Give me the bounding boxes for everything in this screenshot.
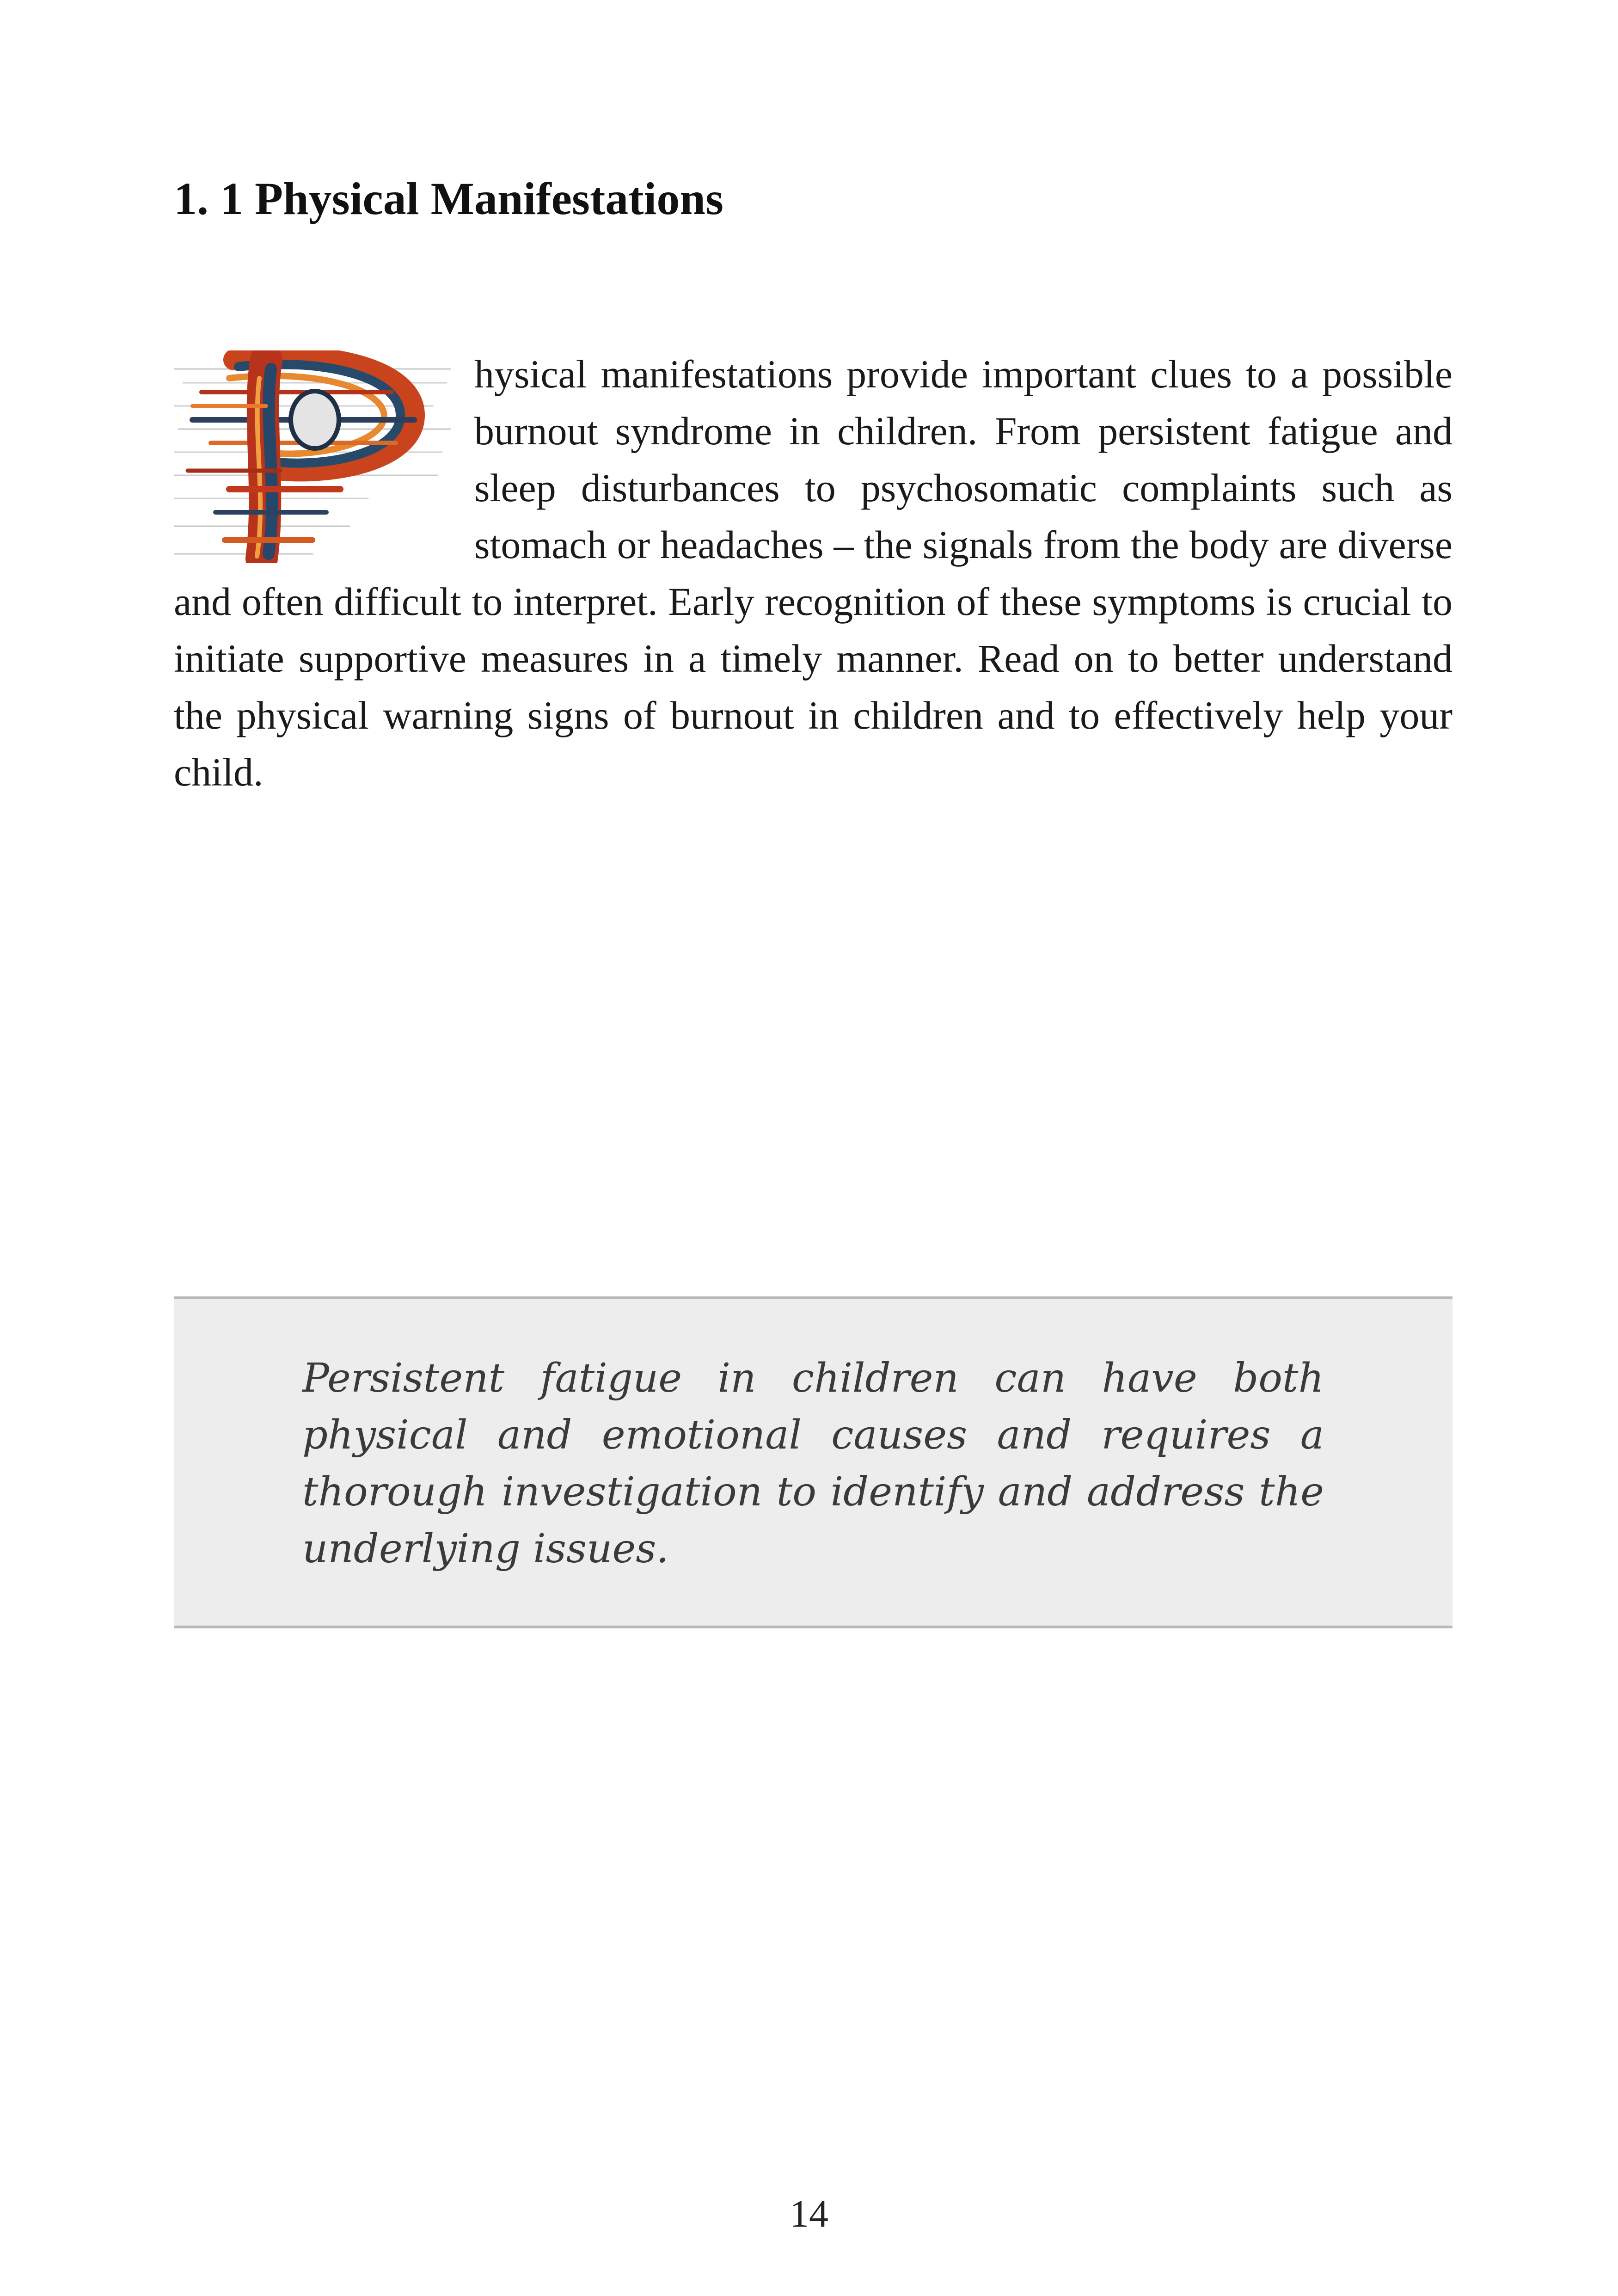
drop-cap-illustration <box>174 350 456 565</box>
section-heading: 1. 1 Physical Manifestations <box>174 173 723 224</box>
intro-paragraph <box>174 346 1453 801</box>
page-number: 14 <box>790 2192 828 2235</box>
callout-quote: Persistent fatigue in children can have both physical and emotional causes and requires a thorough investigation to identify and address the underlying issues. <box>302 1355 1324 1572</box>
intro-text: hysical manifestations provide important clues to a possible burnout syndrome in children. From persistent fatigue and sleep disturbances to psychosomatic complaints such as stomach or headaches – the signals from the body are diverse and often difficult to interpret. Early recognition of these symptoms is crucial to initiate supportive measures in a timely manner. Read on to better understand the physical warning signs of burnout in children and to effectively help your child. <box>174 352 1453 794</box>
ornamental-letter-p-icon <box>174 350 451 563</box>
callout-box <box>174 1296 1453 1628</box>
